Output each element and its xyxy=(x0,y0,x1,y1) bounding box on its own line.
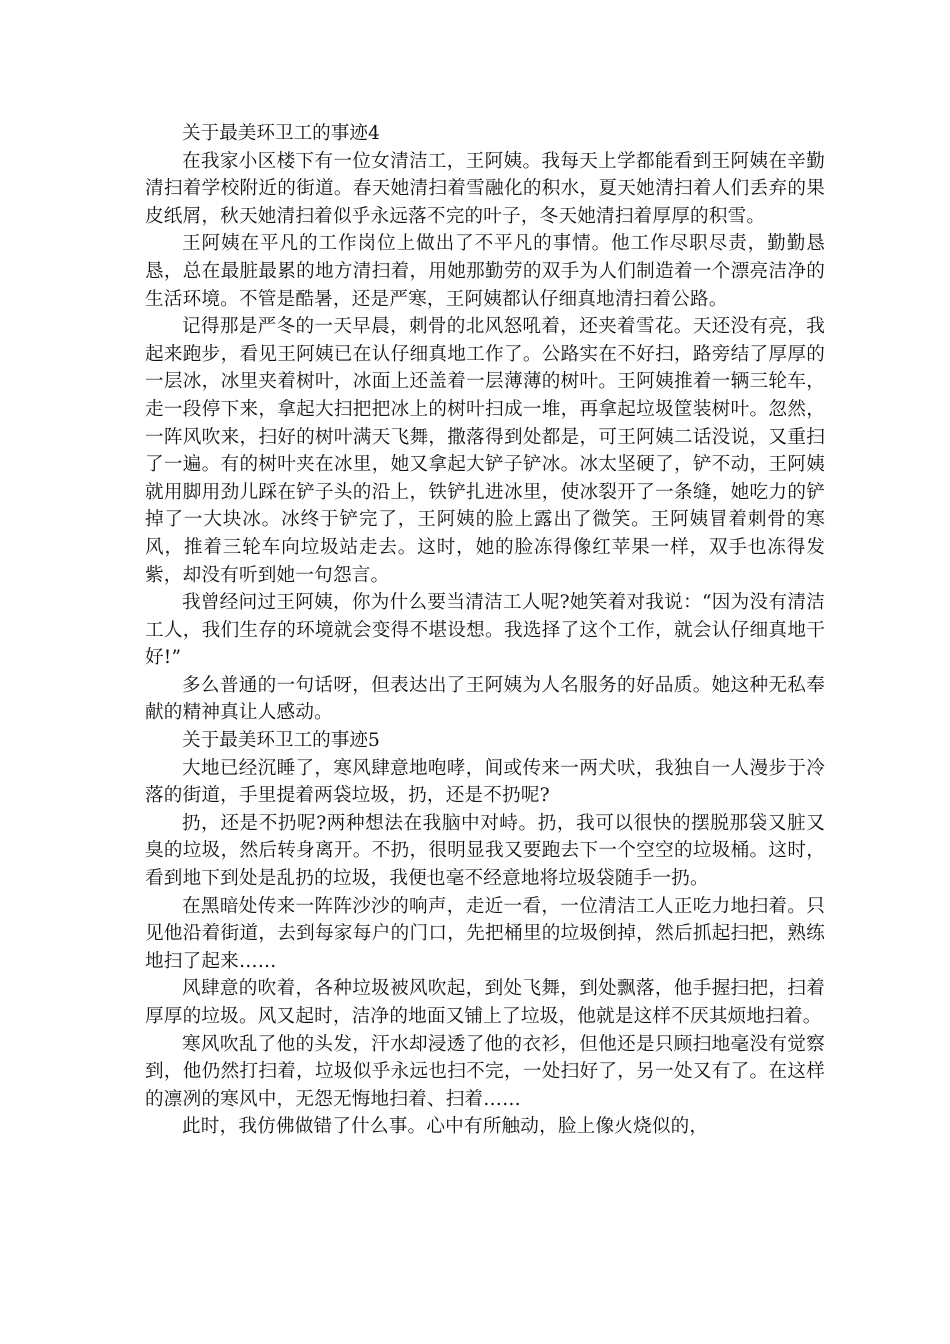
paragraph: 记得那是严冬的一天早晨，刺骨的北风怒吼着，还夹着雪花。天还没有亮，我起来跑步，看见王阿姨已在认仔细真地工作了。公路实在不好扫，路旁结了厚厚的一层冰，冰里夹着树叶，冰面上还盖着一层薄薄的树叶。王阿姨推着一辆三轮车，走一段停下来，拿起大扫把把冰上的树叶扫成一堆，再拿起垃圾筐装树叶。忽然，一阵风吹来，扫好的树叶满天飞舞，撒落得到处都是，可王阿姨二话没说，又重扫了一遍。有的树叶夹在冰里，她又拿起大铲子铲冰。冰太坚硬了，铲不动，王阿姨就用脚用劲儿踩在铲子头的沿上，铁铲扎进冰里，使冰裂开了一条缝，她吃力的铲掉了一大块冰。冰终于铲完了，王阿姨的脸上露出了微笑。王阿姨冒着刺骨的寒风，推着三轮车向垃圾站走去。这时，她的脸冻得像红苹果一样，双手也冻得发紫，却没有听到她一句怨言。 xyxy=(145,316,825,586)
paragraph: 风肆意的吹着，各种垃圾被风吹起，到处飞舞，到处飘落，他手握扫把，扫着厚厚的垃圾。风又起时，洁净的地面又铺上了垃圾，他就是这样不厌其烦地扫着。 xyxy=(145,978,825,1027)
paragraph: 此时，我仿佛做错了什么事。心中有所触动，脸上像火烧似的， xyxy=(182,1116,709,1138)
paragraph: 我曾经问过王阿姨，你为什么要当清洁工人呢?她笑着对我说：“因为没有清洁工人，我们生存的环境就会变得不堪设想。我选择了这个工作，就会认仔细真地干好!” xyxy=(145,592,825,669)
section-heading: 关于最美环卫工的事迹5 xyxy=(182,730,380,752)
paragraph: 大地已经沉睡了，寒风肆意地咆哮，间或传来一两犬吠，我独自一人漫步于冷落的街道，手里提着两袋垃圾，扔，还是不扔呢? xyxy=(145,757,825,807)
paragraph: 多么普通的一句话呀，但表达出了王阿姨为人名服务的好品质。她这种无私奉献的精神真让人感动。 xyxy=(145,674,825,724)
paragraph: 在黑暗处传来一阵阵沙沙的响声，走近一看，一位清洁工人正吃力地扫着。只见他沿着街道，去到每家每户的门口，先把桶里的垃圾倒掉，然后抓起扫把，熟练地扫了起来…… xyxy=(145,895,825,972)
paragraph: 王阿姨在平凡的工作岗位上做出了不平凡的事情。他工作尽职尽责，勤勤恳恳，总在最脏最累的地方清扫着，用她那勤劳的双手为人们制造着一个漂亮洁净的生活环境。不管是酷暑，还是严寒，王阿姨都认仔细真地清扫着公路。 xyxy=(145,233,825,310)
paragraph: 在我家小区楼下有一位女清洁工，王阿姨。我每天上学都能看到王阿姨在辛勤清扫着学校附近的街道。春天她清扫着雪融化的积水，夏天她清扫着人们丢弃的果皮纸屑，秋天她清扫着似乎永远落不完的叶子，冬天她清扫着厚厚的积雪。 xyxy=(145,150,825,227)
section-heading: 关于最美环卫工的事迹4 xyxy=(182,123,380,144)
paragraph: 寒风吹乱了他的头发，汗水却浸透了他的衣衫，但他还是只顾扫地毫没有觉察到，他仍然打扫着，垃圾似乎永远也扫不完，一处扫好了，另一处又有了。在这样的凛冽的寒风中，无怨无悔地扫着、扫着…… xyxy=(145,1033,825,1110)
document-page xyxy=(145,120,825,1141)
paragraph: 扔，还是不扔呢?两种想法在我脑中对峙。扔，我可以很快的摆脱那袋又脏又臭的垃圾，然后转身离开。不扔，很明显我又要跑去下一个空空的垃圾桶。这时，看到地下到处是乱扔的垃圾，我便也毫不经意地将垃圾袋随手一扔。 xyxy=(145,812,825,890)
